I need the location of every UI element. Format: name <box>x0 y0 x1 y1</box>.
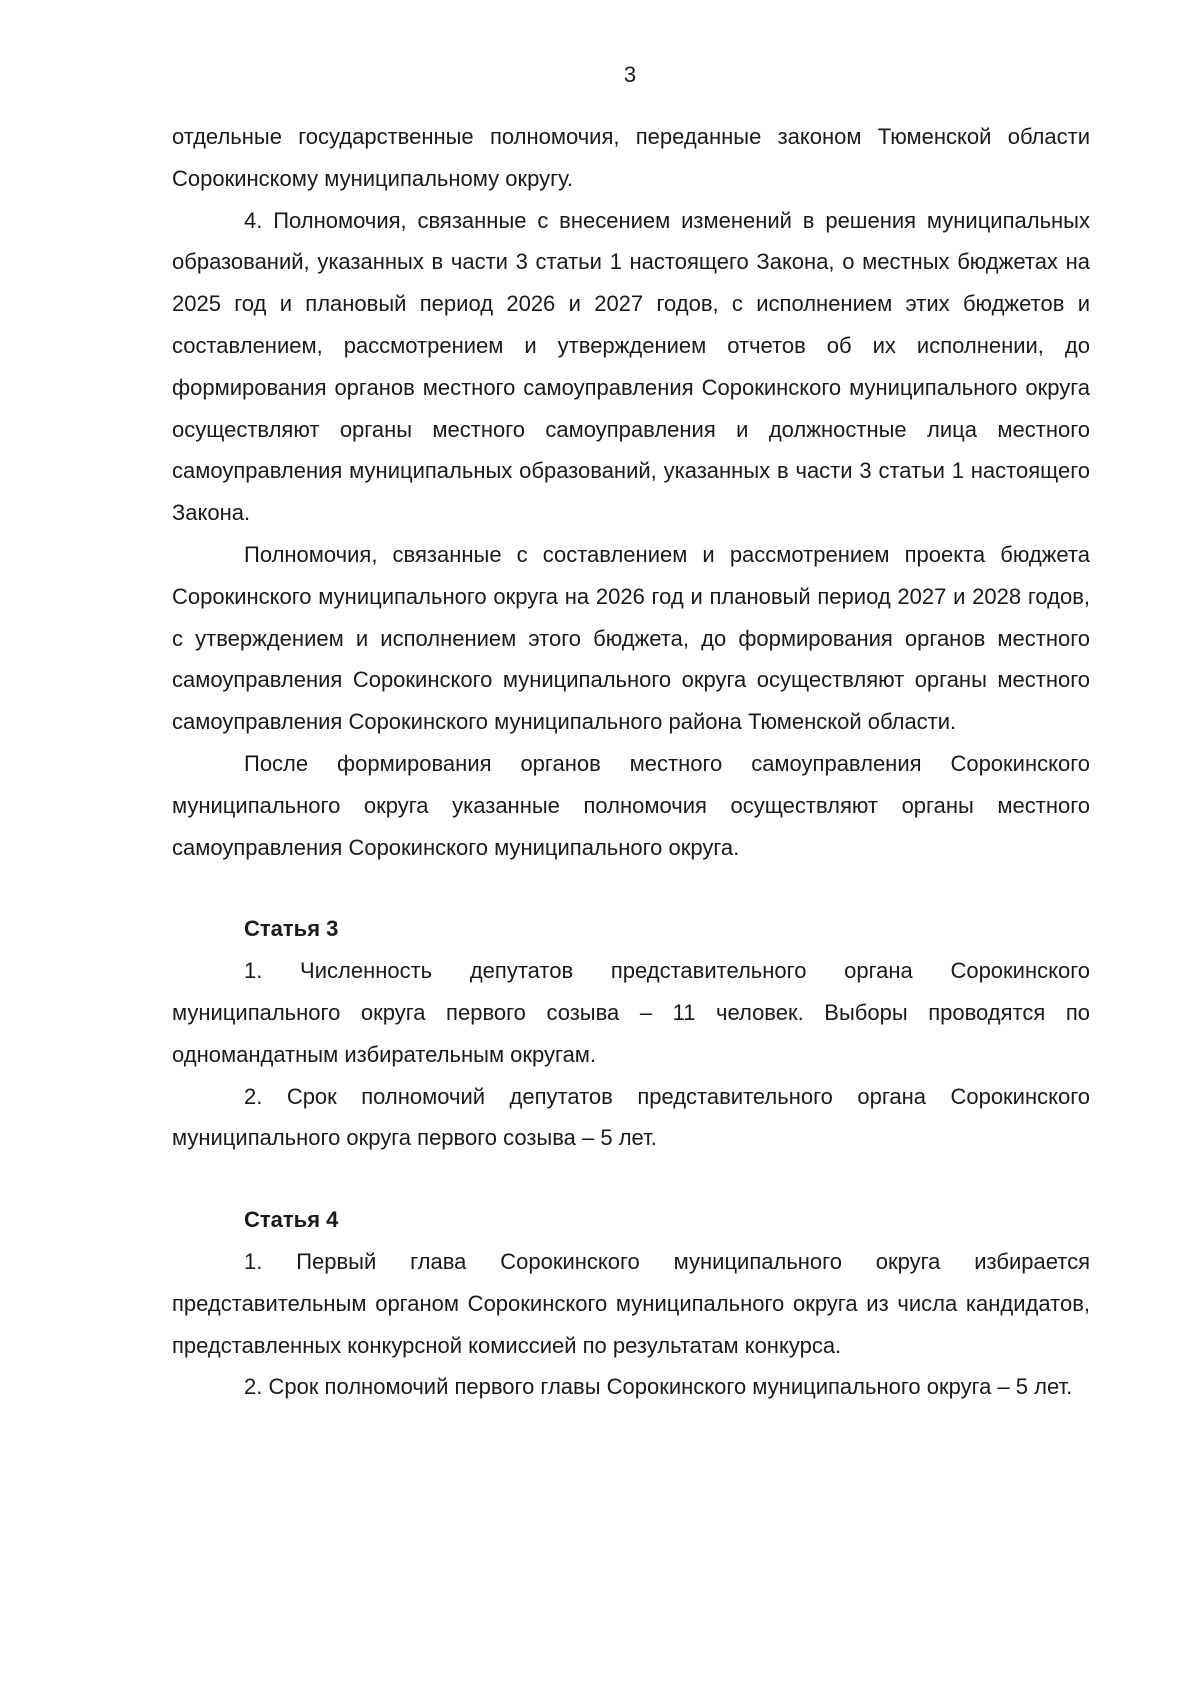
article-3-item-2: 2. Срок полномочий депутатов представительного органа Сорокинского муниципального округа первого созыва – 5 лет. <box>172 1083 1090 1151</box>
paragraph-budget-powers: Полномочия, связанные с составлением и рассмотрением проекта бюджета Сорокинского муниципального округа на 2026 год и плановый период 2027 и 2028 годов, с утверждением и исполнением этого бюджета, до формирования органов местного самоуправления Сорокинского муниципального округа осуществляют органы местного самоуправления Сорокинского муниципального района Тюменской области. <box>172 541 1090 735</box>
paragraph-item-4: 4. Полномочия, связанные с внесением изменений в решения муниципальных образований, указанных в части 3 статьи 1 настоящего Закона, о местных бюджетах на 2025 год и плановый период 2026 и 2027 годов, с исполнением этих бюджетов и составлением, рассмотрением и утверждением отчетов об их исполнении, до формирования органов местного самоуправления Сорокинского муниципального округа осуществляют органы местного самоуправления и должностные лица местного самоуправления муниципальных образований, указанных в части 3 статьи 1 настоящего Закона. <box>172 207 1090 526</box>
document-body <box>172 116 1090 1408</box>
article-4-item-2: 2. Срок полномочий первого главы Сорокинского муниципального округа – 5 лет. <box>244 1374 1073 1400</box>
article-4-item-1: 1. Первый глава Сорокинского муниципального округа избирается представительным органом Сорокинского муниципального округа из числа кандидатов, представленных конкурсной комиссией по результатам конкурса. <box>172 1248 1090 1358</box>
article-3-item-1: 1. Численность депутатов представительного органа Сорокинского муниципального округа первого созыва – 11 человек. Выборы проводятся по одномандатным избирательным округам. <box>172 958 1090 1067</box>
article-4-heading: Статья 4 <box>244 1207 339 1233</box>
page-number: 3 <box>623 62 637 87</box>
paragraph-continuation: отдельные государственные полномочия, переданные законом Тюменской области Сорокинскому муниципальному округу. <box>172 124 1090 191</box>
paragraph-after-formation: После формирования органов местного самоуправления Сорокинского муниципального округа указанные полномочия осуществляют органы местного самоуправления Сорокинского муниципального округа. <box>172 750 1090 860</box>
article-3-heading: Статья 3 <box>244 916 339 942</box>
section-gap <box>172 1159 1090 1199</box>
section-gap <box>172 868 1090 908</box>
